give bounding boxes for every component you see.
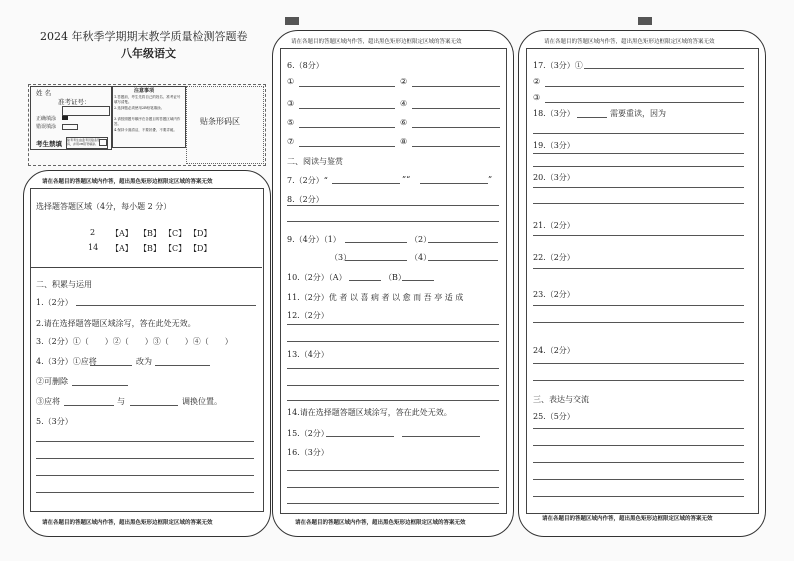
q16-label: 16.（3分） (287, 448, 329, 457)
fill-example-label: 正确填涂 (36, 116, 57, 122)
middle-notice-bottom: 请在各题目的答题区域内作答，超出黑色矩形边框限定区域的答案无效 (295, 520, 466, 526)
q13-answer-line-2[interactable] (287, 385, 499, 386)
q4-swap-end: 调换位置。 (182, 397, 222, 406)
q10-answer-line-a[interactable] (349, 280, 381, 281)
q15-answer-line-2[interactable] (402, 436, 480, 437)
q7-answer-line-1[interactable] (332, 183, 400, 184)
q1-label: 1.（2分） (36, 298, 73, 307)
notes-line-4: 4.保持卡面清洁，不要折叠、不要弄破。 (114, 128, 177, 132)
q4-answer-line-5[interactable] (130, 405, 178, 406)
q18-text: 需要重读，因为 (610, 109, 666, 118)
q19-answer-line-1[interactable] (533, 153, 744, 154)
q20-answer-line-1[interactable] (533, 187, 744, 188)
page-title: 2024 年秋季学期期末教学质量检测答题卷 (40, 30, 248, 43)
q5-label: 5.（3分） (36, 417, 73, 426)
q4-answer-line-3[interactable] (72, 385, 128, 386)
notes-line-3: 3.请按照题号顺序在各题目的答题区域内作答。 (114, 117, 181, 126)
q9-part-3: （3） (330, 253, 352, 262)
q19-answer-line-2[interactable] (533, 166, 744, 167)
q17-label: 17.（3分）① (533, 61, 583, 70)
q6-mark-7: ⑦ (287, 137, 295, 146)
q22-answer-line-1[interactable] (533, 268, 744, 269)
q23-answer-line-1[interactable] (533, 305, 744, 306)
q7-label: 7.（2分）“ (287, 176, 328, 185)
q6-mark-2: ② (400, 77, 408, 86)
q15-answer-line-1[interactable] (326, 436, 394, 437)
q7-answer-line-2[interactable] (420, 183, 488, 184)
q17-answer-line-1[interactable] (584, 68, 744, 69)
q9-answer-line-2[interactable] (428, 242, 498, 243)
q18-label: 18.（3分） (533, 109, 575, 118)
left-notice-bottom: 请在各题目的答题区域内作答，超出黑色矩形边框限定区域的答案无效 (42, 520, 213, 526)
q10-answer-line-b[interactable] (402, 280, 434, 281)
q6-mark-8: ⑧ (400, 137, 408, 146)
choice-title: 选择题答题区域（4分，每小题 2 分） (36, 202, 172, 211)
q8-label: 8.（2分） (287, 195, 324, 204)
exam-id-label: 准考证号： (58, 98, 91, 106)
q15-label: 15.（2分） (287, 429, 329, 438)
q19-label: 19.（3分） (533, 141, 575, 150)
q6-label: 6.（8分） (287, 61, 324, 70)
middle-notice-top: 请在各题目的答题区域内作答，超出黑色矩形边框限定区域的答案无效 (291, 39, 462, 45)
q2-label: 2.请在选择题答题区域涂写，答在此处无效。 (36, 319, 196, 328)
choice-14-c[interactable]: 【C】 (164, 244, 187, 253)
choice-2-c[interactable]: 【C】 (164, 229, 187, 238)
q25-answer-line-5[interactable] (533, 496, 744, 497)
q16-answer-line-3[interactable] (287, 503, 499, 504)
registration-mark-right (638, 17, 652, 25)
section-2-title: 二、阅读与鉴赏 (287, 157, 343, 166)
barcode-label: 贴条形码区 (200, 117, 240, 126)
q9-label: 9.（4分）（1） (287, 235, 341, 244)
q13-label: 13.（4分） (287, 350, 329, 359)
wrong-example-mark (62, 124, 78, 130)
q9-part-2: （2） (410, 235, 432, 244)
q23-answer-line-2[interactable] (533, 322, 744, 323)
choice-14-a[interactable]: 【A】 (111, 244, 133, 253)
q14-label: 14.请在选择题答题区域涂写，答在此处无效。 (287, 408, 452, 417)
q5-answer-line-1[interactable] (36, 441, 254, 442)
choice-2-d[interactable]: 【D】 (189, 229, 212, 238)
q4-answer-line-4[interactable] (64, 405, 114, 406)
q25-answer-line-1[interactable] (533, 428, 744, 429)
section-3-title: 三、表达与交流 (533, 395, 589, 404)
choice-row-num-14: 14 (88, 243, 99, 252)
q12-answer-line-2[interactable] (287, 341, 499, 342)
q6-answer-line-3[interactable] (299, 108, 395, 109)
q17-answer-line-3[interactable] (545, 102, 744, 103)
name-label: 姓 名 (36, 89, 52, 97)
section-1-title: 二、积累与运用 (36, 280, 92, 289)
absent-label: 考生禁填 (36, 140, 62, 148)
q7-quote-mid: ”“ (402, 175, 411, 184)
q9-answer-line-3[interactable] (345, 260, 407, 261)
q6-answer-line-2[interactable] (412, 86, 500, 87)
q5-answer-line-2[interactable] (36, 458, 254, 459)
q23-label: 23.（2分） (533, 290, 575, 299)
q20-answer-line-2[interactable] (533, 203, 744, 204)
choice-14-b[interactable]: 【B】 (139, 244, 161, 253)
q11-label: 11.（2分）优 者 以 喜 病 者 以 愈 而 吾 亭 适 成 (287, 293, 464, 302)
registration-mark-left (285, 17, 299, 25)
notes-line-2: 2.选择题必须使用2B铅笔填涂。 (114, 106, 165, 110)
q4-and-label: 与 (117, 397, 125, 406)
q6-answer-line-8[interactable] (412, 146, 500, 147)
right-notice-top: 请在各题目的答题区域内作答，超出黑色矩形边框限定区域的答案无效 (544, 39, 715, 45)
q6-answer-line-5[interactable] (299, 127, 395, 128)
q4-delete-label: ②可删除 (36, 377, 68, 386)
q12-label: 12.（2分） (287, 311, 329, 320)
page-subtitle: 八年级语文 (121, 47, 176, 60)
q9-part-4: （4） (410, 253, 432, 262)
q24-label: 24.（2分） (533, 346, 575, 355)
q6-answer-line-4[interactable] (412, 108, 500, 109)
q13-answer-line-3[interactable] (287, 400, 499, 401)
q4-answer-line-1[interactable] (90, 365, 132, 366)
q22-label: 22.（2分） (533, 253, 575, 262)
q25-answer-line-4[interactable] (533, 479, 744, 480)
q4-change-to: 改为 (136, 357, 152, 366)
q16-answer-line-1[interactable] (287, 470, 499, 471)
q4-answer-line-2[interactable] (155, 365, 210, 366)
q5-answer-line-4[interactable] (36, 492, 254, 493)
choice-14-d[interactable]: 【D】 (189, 244, 212, 253)
left-notice-top: 请在各题目的答题区域内作答，超出黑色矩形边框限定区域的答案无效 (42, 179, 213, 185)
q6-answer-line-1[interactable] (299, 86, 395, 87)
q10-label: 10.（2分）（A） (287, 273, 347, 282)
choice-2-b[interactable]: 【B】 (139, 229, 161, 238)
q10-part-b: （B） (384, 273, 406, 282)
q25-label: 25.（5分） (533, 412, 575, 421)
q24-answer-line-1[interactable] (533, 363, 744, 364)
q18-answer-line-2[interactable] (533, 133, 744, 134)
fill-example-mark (62, 116, 68, 120)
right-notice-bottom: 请在各题目的答题区域内作答，超出黑色矩形边框限定区域的答案无效 (542, 516, 713, 522)
q12-answer-line-1[interactable] (287, 324, 499, 325)
q17-answer-line-2[interactable] (545, 86, 744, 87)
exam-id-field[interactable] (62, 106, 110, 116)
choice-section-divider (30, 267, 262, 268)
q6-mark-4: ④ (400, 99, 408, 108)
q16-answer-line-2[interactable] (287, 487, 499, 488)
q25-answer-line-3[interactable] (533, 462, 744, 463)
q25-answer-line-2[interactable] (533, 445, 744, 446)
notes-title: 注意事项 (134, 88, 155, 94)
q8-answer-line-1[interactable] (287, 205, 499, 206)
notes-line-1: 1.答题前，考生先将自己的姓名、准考证号填写清楚。 (114, 95, 181, 104)
q20-label: 20.（3分） (533, 173, 575, 182)
q3-label: 3.（2分）①（ ）②（ ）③（ ）④（ ） (36, 337, 233, 346)
choice-row-num-2: 2 (90, 228, 96, 237)
absent-checkbox[interactable] (99, 139, 107, 146)
q6-answer-line-7[interactable] (299, 146, 395, 147)
q9-answer-line-1[interactable] (345, 242, 407, 243)
q21-answer-line-1[interactable] (533, 235, 744, 236)
q4-label: 4.（3分）①应将 (36, 357, 97, 366)
q5-answer-line-3[interactable] (36, 475, 254, 476)
q6-mark-6: ⑥ (400, 118, 408, 127)
q1-answer-line[interactable] (76, 305, 256, 306)
absent-note: 缺考考生由监考员贴条形码，并用2B铅笔填涂。 (67, 138, 101, 146)
q6-answer-line-6[interactable] (412, 127, 500, 128)
q6-mark-3: ③ (287, 99, 295, 108)
q24-answer-line-2[interactable] (533, 380, 744, 381)
q17-part-2: ② (533, 77, 541, 86)
q8-answer-line-2[interactable] (287, 221, 499, 222)
q9-answer-line-4[interactable] (428, 260, 498, 261)
q6-mark-1: ① (287, 77, 295, 86)
q17-part-3: ③ (533, 93, 541, 102)
wrong-example-label: 错误填涂 (36, 124, 57, 130)
q13-answer-line-1[interactable] (287, 368, 499, 369)
q18-answer-line-1[interactable] (577, 117, 607, 118)
choice-2-a[interactable]: 【A】 (111, 229, 133, 238)
q6-mark-5: ⑤ (287, 118, 295, 127)
q7-quote-end: ” (488, 175, 493, 184)
q4-swap-label: ③应将 (36, 397, 60, 406)
q21-label: 21.（2分） (533, 221, 575, 230)
